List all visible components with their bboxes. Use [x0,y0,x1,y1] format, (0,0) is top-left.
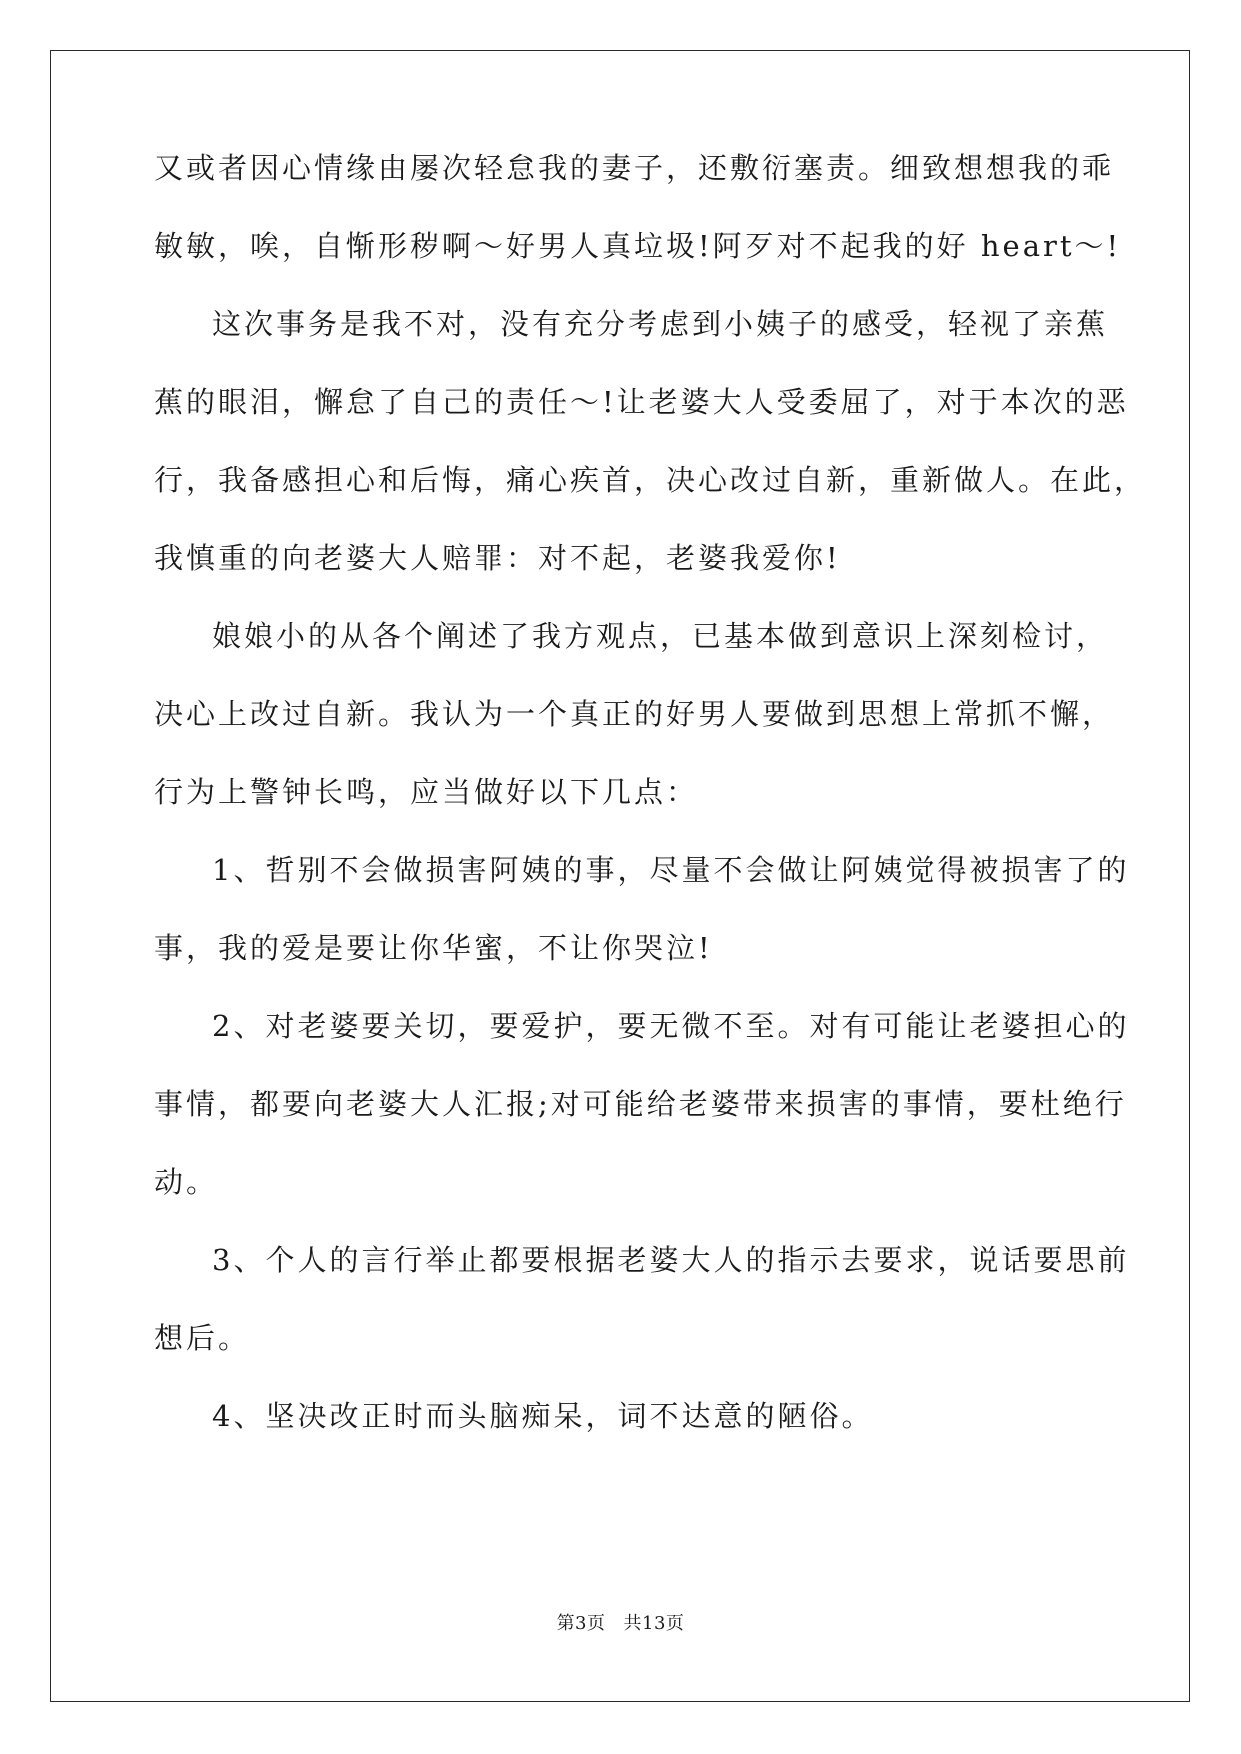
text-line: 娘娘小的从各个阐述了我方观点，已基本做到意识上深刻检讨， [212,619,1109,653]
text-line: 1、哲别不会做损害阿姨的事，尽量不会做让阿姨觉得被损害了的 [212,853,1130,887]
text-line: 动。 [154,1165,219,1199]
page-number-total: 共13页 [623,1613,685,1634]
page-number-current: 第3页 [556,1613,606,1634]
text-line: 4、坚决改正时而头脑痴呆，词不达意的陋俗。 [212,1399,874,1433]
text-line: 决心上改过自新。我认为一个真正的好男人要做到思想上常抓不懈， [154,697,1115,731]
text-line: 2、对老婆要关切，要爱护，要无微不至。对有可能让老婆担心的 [212,1009,1130,1043]
text-line: 事情，都要向老婆大人汇报;对可能给老婆带来损害的事情，要杜绝行 [154,1087,1127,1121]
text-line: 这次事务是我不对，没有充分考虑到小姨子的感受，轻视了亲蕉 [212,307,1109,341]
text-line: 行，我备感担心和后悔，痛心疾首，决心改过自新，重新做人。在此， [154,463,1147,497]
text-line: 事，我的爱是要让你华蜜，不让你哭泣! [154,931,713,965]
text-line: 行为上警钟长鸣，应当做好以下几点： [154,775,699,809]
page-footer [0,1612,1241,1636]
text-line: 敏敏，唉，自惭形秽啊～好男人真垃圾!阿歹对不起我的好 heart～! [154,229,1122,263]
text-line: 蕉的眼泪，懈怠了自己的责任～!让老婆大人受委屈了，对于本次的恶 [154,385,1129,419]
text-line: 3、个人的言行举止都要根据老婆大人的指示去要求，说话要思前 [212,1243,1130,1277]
text-line: 又或者因心情缘由屡次轻怠我的妻子，还敷衍塞责。细致想想我的乖 [154,151,1115,185]
text-line: 我慎重的向老婆大人赔罪：对不起，老婆我爱你! [154,541,841,575]
text-line: 想后。 [154,1321,251,1355]
